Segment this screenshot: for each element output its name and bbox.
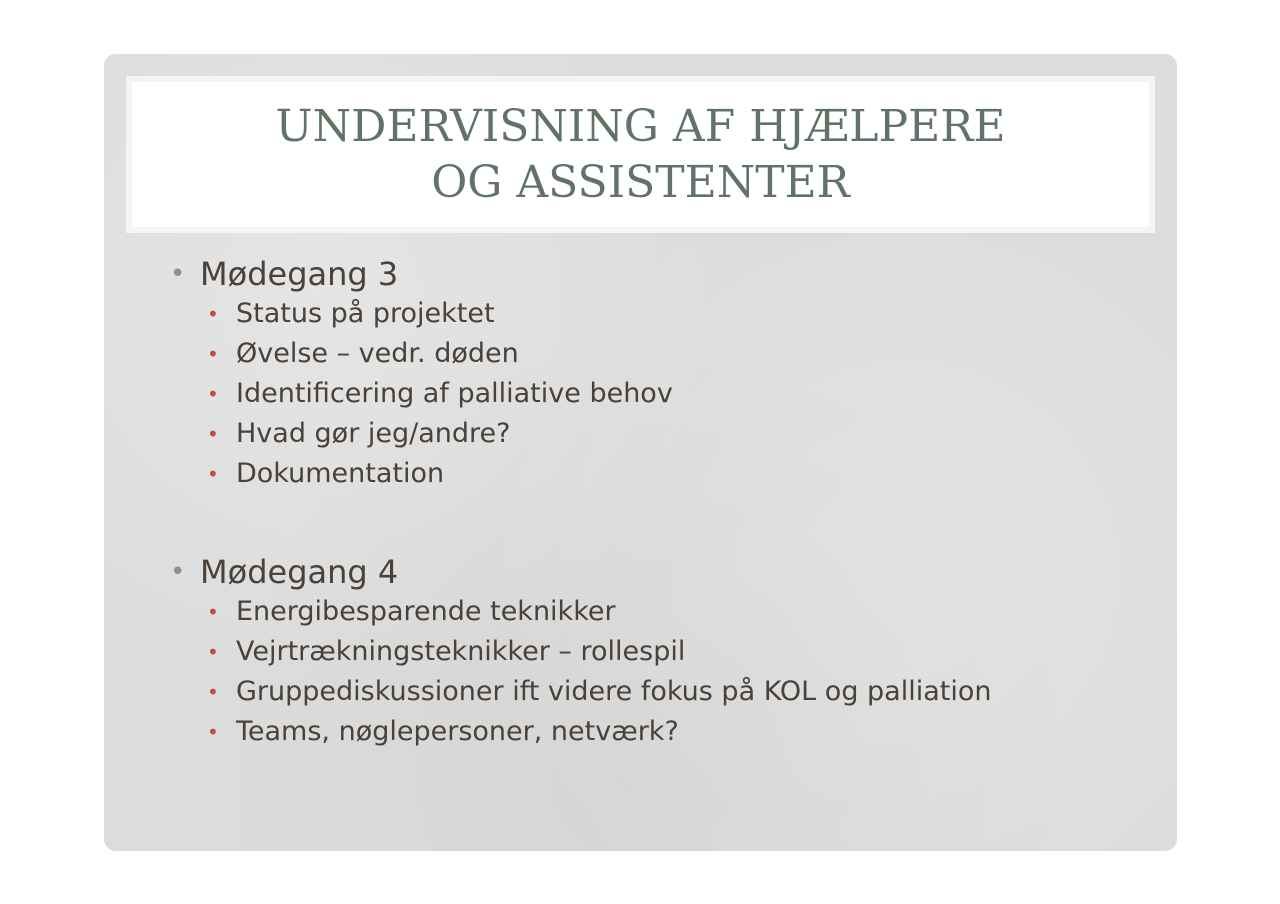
list-item-label: Gruppediskussioner ift videre fokus på KOL og palliation (236, 676, 992, 707)
bullet-icon: • (207, 680, 219, 704)
list-item-label: Energibesparende teknikker (236, 596, 616, 627)
bullet-icon: • (207, 422, 219, 446)
slide-title-line-1: UNDERVISNING AF HJÆLPERE (275, 100, 1006, 152)
title-box (126, 76, 1155, 233)
list-item (168, 294, 1128, 334)
list-item (168, 334, 1128, 374)
list-item-label: Teams, nøglepersoner, netværk? (236, 716, 679, 747)
bullet-icon: • (170, 557, 186, 587)
bullet-icon: • (207, 720, 219, 744)
bullet-icon: • (207, 462, 219, 486)
slide (104, 54, 1177, 851)
bullet-icon: • (207, 640, 219, 664)
bullet-icon: • (207, 600, 219, 624)
list-item (168, 414, 1128, 454)
section-heading-label: Mødegang 4 (200, 553, 399, 591)
list-item (168, 712, 1128, 752)
list-item (168, 374, 1128, 414)
list-item-label: Dokumentation (236, 458, 445, 489)
bullet-icon: • (207, 342, 219, 366)
list-item (168, 592, 1128, 632)
bullet-icon: • (170, 259, 186, 289)
bullet-list (168, 254, 1128, 752)
list-item-label: Identificering af palliative behov (236, 378, 673, 409)
list-item (168, 454, 1128, 494)
bullet-icon: • (207, 382, 219, 406)
section-spacer (168, 494, 1128, 552)
section-heading-modegang-3 (168, 254, 1128, 294)
list-item-label: Vejrtrækningsteknikker – rollespil (236, 636, 686, 667)
section-heading-label: Mødegang 3 (200, 255, 399, 293)
list-item (168, 632, 1128, 672)
list-item-label: Øvelse – vedr. døden (236, 338, 519, 369)
bullet-icon: • (207, 302, 219, 326)
list-item (168, 672, 1128, 712)
list-item-label: Status på projektet (236, 298, 495, 329)
slide-title-line-2: OG ASSISTENTER (431, 156, 850, 208)
list-item-label: Hvad gør jeg/andre? (236, 418, 511, 449)
section-heading-modegang-4 (168, 552, 1128, 592)
